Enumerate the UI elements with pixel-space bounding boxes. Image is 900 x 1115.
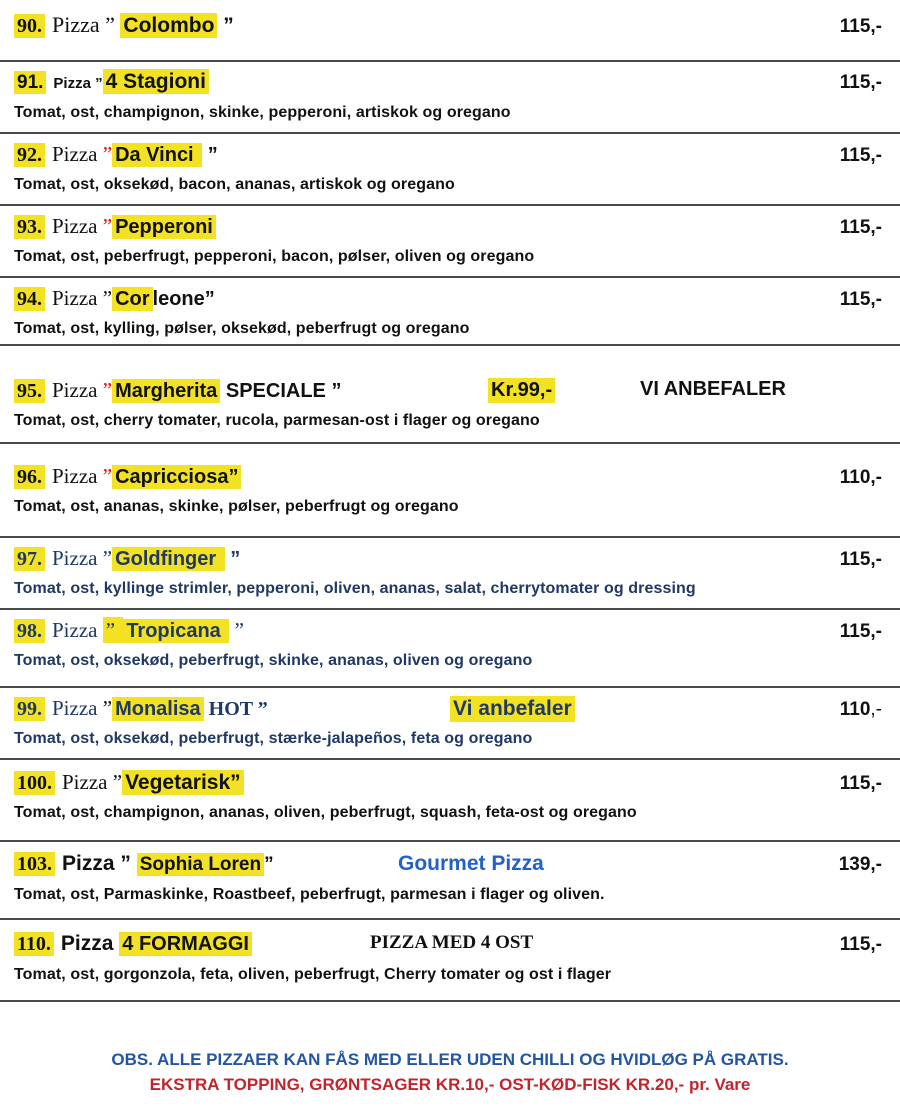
menu-item-90	[0, 0, 900, 60]
menu-item-row	[14, 286, 882, 316]
item-name-part: Pizza	[52, 464, 103, 488]
item-price	[840, 145, 882, 167]
item-name-part: Da Vinci	[112, 143, 202, 167]
item-number: 110.	[14, 932, 54, 956]
item-name-part: Monalisa	[112, 697, 204, 721]
item-name-part: ”	[120, 852, 137, 875]
menu-item-97	[0, 536, 900, 608]
item-number: 93.	[14, 215, 45, 239]
item-price-amount: 110	[839, 699, 871, 720]
item-title	[14, 12, 234, 38]
menu-item-row	[14, 696, 882, 726]
item-name-part: ”	[224, 548, 241, 570]
item-price	[840, 289, 882, 311]
item-name-part: Pizza	[53, 75, 96, 92]
item-name-part: Pizza	[62, 770, 113, 794]
footer-note	[0, 1000, 900, 1115]
menu-item-row	[14, 546, 882, 576]
item-name-part: Pizza	[52, 142, 103, 166]
item-number: 99.	[14, 697, 45, 721]
item-price-amount: 115	[839, 16, 871, 37]
item-price-amount: 115	[839, 72, 871, 93]
item-name-part: Pizza	[52, 546, 103, 570]
item-name-part: ”	[229, 618, 244, 642]
item-name-part: ”	[112, 770, 123, 794]
item-price-suffix: ,-	[870, 621, 882, 642]
menu-item-row	[14, 932, 882, 962]
item-price-amount: 115	[839, 289, 871, 310]
item-title	[14, 214, 216, 239]
menu-item-96	[0, 442, 900, 536]
item-name-part: ”	[264, 854, 274, 875]
item-description: Tomat, ost, cherry tomater, rucola, parmesan-ost i flager og oregano	[14, 412, 540, 429]
item-price-suffix: ,-	[870, 699, 882, 720]
menu-item-100	[0, 758, 900, 840]
menu-item-row	[14, 618, 882, 648]
item-description: Tomat, ost, champignon, skinke, pepperoni, artiskok og oregano	[14, 104, 511, 121]
item-description: Tomat, ost, oksekød, peberfrugt, skinke, ananas, oliven og oregano	[14, 652, 533, 669]
menu-item-93	[0, 204, 900, 276]
item-price-amount: 115	[839, 217, 871, 238]
item-title	[14, 696, 268, 721]
menu-item-95	[0, 344, 900, 442]
item-name-part: HOT ”	[203, 698, 268, 720]
menu-item-row	[14, 12, 882, 42]
item-price-amount: 110	[839, 467, 871, 488]
item-name-part: Pizza	[52, 696, 103, 720]
item-title	[14, 286, 215, 311]
item-description: Tomat, ost, champignon, ananas, oliven, peberfrugt, squash, feta-ost og oregano	[14, 804, 637, 821]
footer-note-chilli: OBS. ALLE PIZZAER KAN FÅS MED ELLER UDEN CHILLI OG HVIDLØG PÅ GRATIS.	[111, 1050, 789, 1069]
menu-item-row	[14, 464, 882, 494]
item-number: 92.	[14, 143, 45, 167]
item-name-part: ”	[102, 546, 113, 570]
item-name-part: Cor	[112, 287, 152, 311]
item-title	[14, 142, 218, 167]
item-name-part: Pizza	[52, 214, 103, 238]
item-price-suffix: ,-	[870, 773, 882, 794]
menu-item-row	[14, 852, 882, 882]
menu-item-92	[0, 132, 900, 204]
item-name-part: 4 Stagioni	[103, 69, 209, 94]
item-name-part: Capricciosa”	[112, 465, 241, 489]
item-price-suffix: ,-	[870, 72, 882, 93]
menu-item-row	[14, 214, 882, 244]
item-number: 95.	[14, 379, 45, 403]
item-description: Tomat, ost, oksekød, peberfrugt, stærke-jalapeños, feta og oregano	[14, 730, 533, 747]
item-number: 100.	[14, 771, 55, 795]
item-name-part: ”	[202, 144, 218, 166]
item-name-part: Pizza	[52, 12, 106, 37]
item-price-suffix: ,-	[870, 549, 882, 570]
menu-item-row	[14, 70, 882, 100]
item-price-suffix: ,-	[870, 16, 882, 37]
menu-item-98	[0, 608, 900, 686]
item-extra: Vi anbefaler	[450, 696, 575, 722]
item-price-amount: 115	[839, 621, 871, 642]
item-number: 98.	[14, 619, 45, 643]
item-price	[839, 854, 882, 876]
item-name-part: Vegetarisk”	[122, 770, 244, 795]
item-extra: Gourmet Pizza	[398, 852, 544, 875]
menu-item-row	[14, 142, 882, 172]
item-name-part: ”	[102, 378, 113, 402]
item-description: Tomat, ost, kyllinge strimler, pepperoni, oliven, ananas, salat, cherrytomater og dressing	[14, 580, 696, 597]
item-name-part: Pizza	[52, 618, 103, 642]
menu-item-99	[0, 686, 900, 758]
item-extra: Kr.99,-	[488, 378, 555, 403]
item-title	[14, 464, 241, 489]
menu-item-row	[14, 770, 882, 800]
item-title	[14, 770, 244, 795]
item-description: Tomat, ost, ananas, skinke, pølser, peberfrugt og oregano	[14, 498, 459, 515]
item-price-suffix: ,-	[870, 145, 882, 166]
item-name-part: ”	[102, 286, 113, 310]
item-number: 96.	[14, 465, 45, 489]
item-name-part: Margherita	[112, 379, 220, 403]
item-name-part: ”	[102, 214, 113, 238]
item-price-amount: 115	[839, 549, 871, 570]
item-price-suffix: ,-	[870, 854, 882, 875]
menu-item-row	[14, 378, 882, 408]
item-extra: PIZZA MED 4 OST	[370, 932, 534, 953]
item-name-part: leone”	[152, 288, 215, 310]
item-number: 97.	[14, 547, 45, 571]
item-name-part: Sophia Loren	[137, 853, 264, 876]
item-number: 90.	[14, 14, 45, 38]
item-description: Tomat, ost, kylling, pølser, oksekød, peberfrugt og oregano	[14, 320, 470, 337]
menu-item-110	[0, 918, 900, 1000]
item-number: 91.	[14, 71, 46, 94]
menu-item-103	[0, 840, 900, 918]
menu-item-94	[0, 276, 900, 344]
item-title	[14, 70, 209, 94]
item-price	[840, 549, 882, 571]
item-name-part: ”	[217, 14, 234, 37]
item-description: Tomat, ost, Parmaskinke, Roastbeef, peberfrugt, parmesan i flager og oliven.	[14, 886, 605, 903]
item-price-amount: 115	[839, 773, 871, 794]
item-price-suffix: ,-	[870, 217, 882, 238]
item-price-amount: 115	[839, 934, 871, 955]
item-name-part: ”	[103, 617, 124, 643]
item-title	[14, 546, 240, 571]
item-name-part: Pizza	[52, 286, 103, 310]
item-price-amount: 139	[838, 854, 871, 875]
item-title	[14, 378, 341, 403]
item-name-part: Pizza	[60, 932, 120, 955]
item-title	[14, 932, 252, 956]
item-price-amount: 115	[839, 145, 871, 166]
item-price	[840, 773, 882, 795]
item-price	[840, 934, 882, 956]
item-price-suffix: ,-	[870, 467, 882, 488]
item-price	[840, 217, 882, 239]
item-number: 103.	[14, 852, 55, 876]
item-description: Tomat, ost, oksekød, bacon, ananas, artiskok og oregano	[14, 176, 455, 193]
item-name-part: Colombo	[120, 13, 217, 38]
item-name-part: SPECIALE ”	[220, 380, 342, 402]
item-description: Tomat, ost, peberfrugt, pepperoni, bacon, pølser, oliven og oregano	[14, 248, 535, 265]
item-name-part: Pepperoni	[112, 215, 216, 239]
menu-item-91	[0, 60, 900, 132]
item-extra: VI ANBEFALER	[640, 378, 786, 400]
item-title	[14, 618, 244, 643]
item-price-suffix: ,-	[870, 289, 882, 310]
item-price	[840, 16, 882, 38]
item-name-part: ”	[105, 12, 121, 37]
item-name-part: ”	[102, 142, 113, 166]
item-name-part: ”	[102, 464, 113, 488]
item-price	[840, 699, 882, 721]
item-price	[840, 621, 882, 643]
footer-note-extra-topping: EKSTRA TOPPING, GRØNTSAGER KR.10,- OST-KØD-FISK KR.20,- pr. Vare	[149, 1075, 751, 1094]
item-price	[840, 467, 882, 489]
item-price-suffix: ,-	[870, 934, 882, 955]
item-name-part: Pizza	[52, 378, 103, 402]
item-name-part: ”	[102, 696, 113, 720]
item-name-part: ”	[95, 75, 103, 92]
item-name-part: 4 FORMAGGI	[119, 932, 252, 956]
item-name-part: Tropicana	[123, 619, 229, 643]
item-name-part: Goldfinger	[112, 547, 225, 571]
item-title	[14, 852, 274, 876]
item-description: Tomat, ost, gorgonzola, feta, oliven, peberfrugt, Cherry tomater og ost i flager	[14, 966, 612, 983]
item-name-part: Pizza	[62, 852, 121, 875]
item-number: 94.	[14, 287, 45, 311]
item-price	[840, 72, 882, 94]
